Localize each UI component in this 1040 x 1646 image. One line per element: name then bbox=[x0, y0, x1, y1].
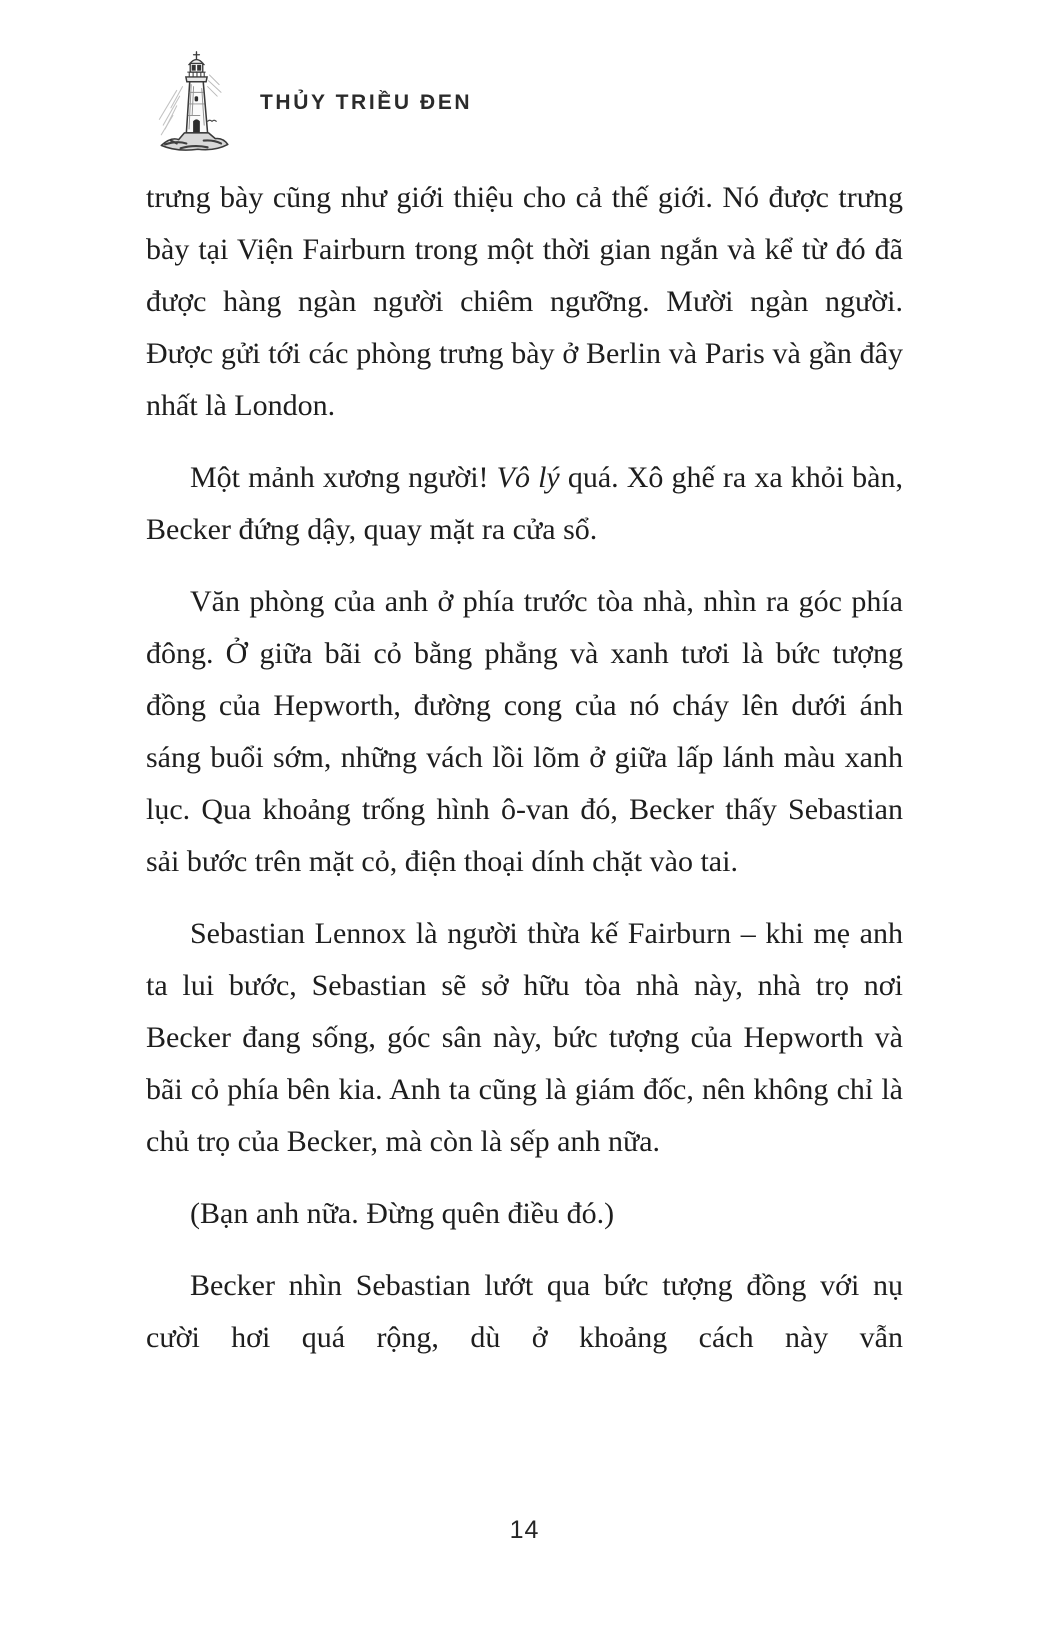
lighthouse-sketch-icon bbox=[146, 48, 246, 156]
running-head-title: THỦY TRIỀU ĐEN bbox=[260, 91, 473, 114]
paragraph bbox=[146, 1188, 903, 1240]
italic-phrase: Vô lý bbox=[496, 461, 560, 494]
paragraph-text: Một mảnh xương người! bbox=[190, 461, 497, 494]
paragraph-text: (Bạn anh nữa. Đừng quên điều đó.) bbox=[190, 1197, 615, 1230]
paragraph-text: Sebastian Lennox là người thừa kế Fairburn – khi mẹ anh ta lui bước, Sebastian sẽ sở hữu tòa nhà này, nhà trọ nơi Becker đang sống, góc sân này, bức tượng của Hepworth và bãi cỏ phía bên kia. Anh ta cũng là giám đốc, nên không chỉ là chủ trọ của Becker, mà còn là sếp anh nữa. bbox=[146, 917, 903, 1158]
paragraph bbox=[146, 908, 903, 1168]
page-number: 14 bbox=[509, 1516, 540, 1544]
paragraph bbox=[146, 576, 903, 888]
page-body bbox=[146, 172, 903, 1384]
paragraph-text: quá. Xô ghế ra xa khỏi bàn, Becker đứng dậy, quay mặt ra cửa sổ. bbox=[146, 461, 903, 546]
paragraph-text: Becker nhìn Sebastian lướt qua bức tượng đồng với nụ cười hơi quá rộng, dù ở khoảng cách này vẫn bbox=[146, 1269, 903, 1354]
paragraph bbox=[146, 1260, 903, 1364]
paragraph-text: trưng bày cũng như giới thiệu cho cả thế giới. Nó được trưng bày tại Viện Fairburn trong một thời gian ngắn và kể từ đó đã được hàng ngàn người chiêm ngưỡng. Mười ngàn người. Được gửi tới các phòng trưng bày ở Berlin và Paris và gần đây nhất là London. bbox=[146, 181, 903, 422]
paragraph bbox=[146, 452, 903, 556]
page-header bbox=[146, 48, 472, 156]
paragraph bbox=[146, 172, 903, 432]
paragraph-text: Văn phòng của anh ở phía trước tòa nhà, nhìn ra góc phía đông. Ở giữa bãi cỏ bằng phẳng và xanh tươi là bức tượng đồng của Hepworth, đường cong của nó cháy lên dưới ánh sáng buổi sớm, những vách lồi lõm ở giữa lấp lánh màu xanh lục. Qua khoảng trống hình ô-van đó, Becker thấy Sebastian sải bước trên mặt cỏ, điện thoại dính chặt vào tai. bbox=[146, 585, 903, 878]
